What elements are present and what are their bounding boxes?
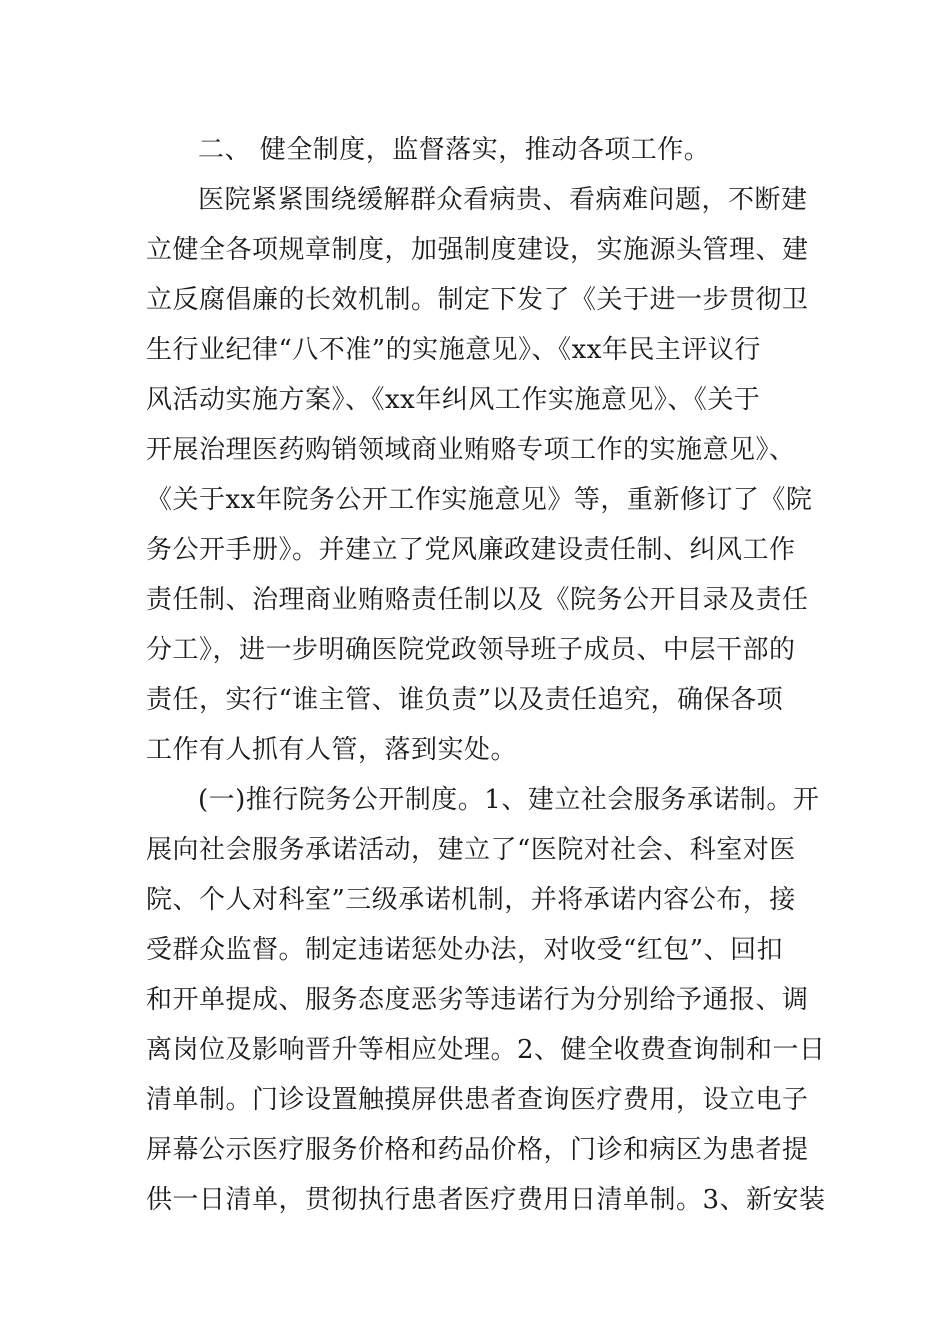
paragraph-line: 务公开手册》。并建立了党风廉政建设责任制、纠风工作 bbox=[146, 535, 796, 565]
paragraph-line: 责任，实行“谁主管、谁负责”以及责任追究，确保各项 bbox=[146, 685, 784, 715]
paragraph-line: 开展治理医药购销领域商业贿赂专项工作的实施意见》、 bbox=[146, 435, 796, 465]
paragraph-line: 生行业纪律“八不准”的实施意见》、《xx年民主评议行 bbox=[146, 335, 761, 365]
paragraph-line: 风活动实施方案》、《xx年纠风工作实施意见》、《关于 bbox=[146, 385, 761, 415]
paragraph-line: 展向社会服务承诺活动，建立了“医院对社会、科室对医 bbox=[146, 835, 796, 865]
paragraph-line: 供一日清单，贯彻执行患者医疗费用日清单制。3、新安装 bbox=[146, 1185, 826, 1215]
paragraph-line: 屏幕公示医疗服务价格和药品价格，门诊和病区为患者提 bbox=[146, 1135, 809, 1165]
paragraph-line: 工作有人抓有人管，落到实处。 bbox=[146, 735, 518, 765]
paragraph-line: 受群众监督。制定违诺惩处办法，对收受“红包”、回扣 bbox=[146, 935, 784, 965]
section-heading: 二、 健全制度，监督落实，推动各项工作。 bbox=[198, 135, 711, 165]
paragraph-line: 医院紧紧围绕缓解群众看病贵、看病难问题，不断建 bbox=[198, 185, 808, 215]
paragraph-line: 清单制。门诊设置触摸屏供患者查询医疗费用，设立电子 bbox=[146, 1085, 809, 1115]
paragraph-line: 离岗位及影响晋升等相应处理。2、健全收费查询制和一日 bbox=[146, 1035, 826, 1065]
paragraph-line: 和开单提成、服务态度恶劣等违诺行为分别给予通报、调 bbox=[146, 985, 809, 1015]
paragraph-line: 责任制、治理商业贿赂责任制以及《院务公开目录及责任 bbox=[146, 585, 809, 615]
paragraph-line: 分工》，进一步明确医院党政领导班子成员、中层干部的 bbox=[146, 635, 796, 665]
paragraph-line: 立健全各项规章制度，加强制度建设，实施源头管理、建 bbox=[146, 235, 809, 265]
paragraph-line: 《关于xx年院务公开工作实施意见》等，重新修订了《院 bbox=[146, 485, 813, 515]
paragraph-line: 立反腐倡廉的长效机制。制定下发了《关于进一步贯彻卫 bbox=[146, 285, 809, 315]
paragraph-line: (一)推行院务公开制度。1、建立社会服务承诺制。开 bbox=[198, 785, 820, 815]
paragraph-line: 院、个人对科室”三级承诺机制，并将承诺内容公布，接 bbox=[146, 885, 796, 915]
